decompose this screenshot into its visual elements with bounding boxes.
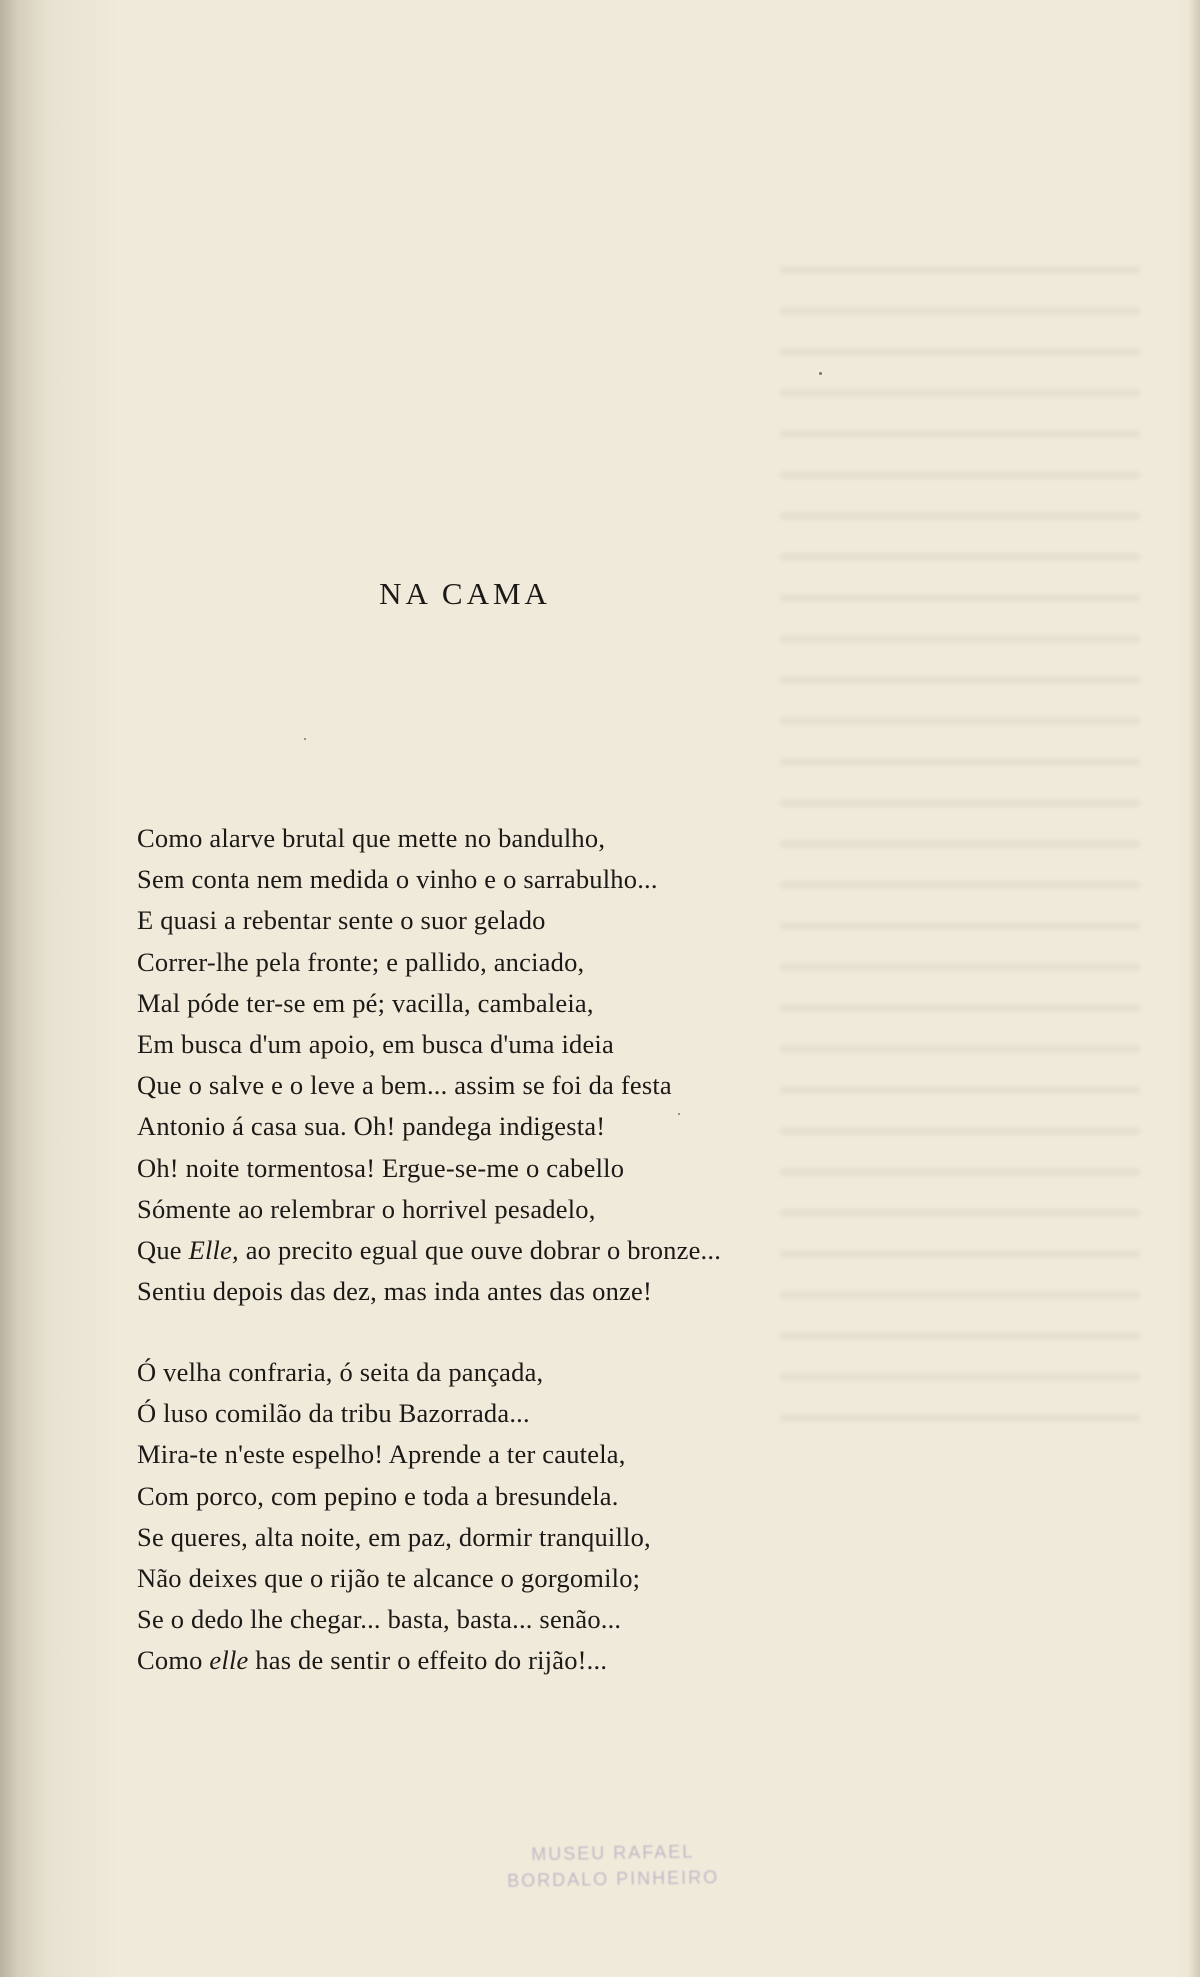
stanza-1 <box>137 818 721 1312</box>
verse-line: Sem conta nem medida o vinho e o sarrabulho... <box>137 864 658 895</box>
verse-line: Oh! noite tormentosa! Ergue-se-me o cabello <box>137 1152 625 1183</box>
paper-speck <box>819 372 822 375</box>
verse-line: Ó luso comilão da tribu Bazorrada... <box>137 1398 530 1429</box>
verse-line: Como alarve brutal que mette no bandulho, <box>137 823 606 853</box>
verse-line: Ó velha confraria, ó seita da pançada, <box>137 1357 544 1387</box>
paper-speck <box>304 738 306 740</box>
verse-italic-text: elle <box>209 1645 249 1676</box>
poem-title: NA CAMA <box>379 576 551 611</box>
verse-line: Não deixes que o rijão te alcance o gorgomilo; <box>137 1562 641 1593</box>
verse-line: Mira-te n'este espelho! Aprende a ter cautela, <box>137 1439 626 1470</box>
paper-speck <box>678 1113 680 1115</box>
verse-line: Se o dedo lhe chegar... basta, basta... senão... <box>137 1604 622 1635</box>
verse-text: Que <box>137 1234 189 1265</box>
verse-italic-text: Elle, <box>188 1234 239 1265</box>
verse-line: Antonio á casa sua. Oh! pandega indigesta! <box>137 1111 606 1142</box>
verse-line: Que o salve e o leve a bem... assim se foi da festa <box>137 1070 672 1101</box>
verse-line: Correr-lhe pela fronte; e pallido, anciado, <box>137 946 585 977</box>
museum-stamp <box>477 1838 748 1903</box>
verse-line <box>137 1640 651 1681</box>
stanza-2 <box>137 1352 651 1682</box>
stamp-text-line: BORDALO PINHEIRO <box>506 1867 720 1891</box>
verse-line: Com porco, com pepino e toda a bresundela. <box>137 1480 619 1511</box>
show-through-text <box>780 240 1140 1440</box>
verse-line <box>137 1230 721 1271</box>
verse-line: Se queres, alta noite, em paz, dormir tranquillo, <box>137 1521 651 1552</box>
verse-line: Mal póde ter-se em pé; vacilla, cambaleia, <box>137 987 594 1018</box>
verse-text: ao precito egual que ouve dobrar o bronze... <box>238 1234 722 1265</box>
verse-line: Sómente ao relembrar o horrivel pesadelo, <box>137 1193 596 1224</box>
verse-line: Sentiu depois das dez, mas inda antes das onze! <box>137 1276 652 1307</box>
verse-line: E quasi a rebentar sente o suor gelado <box>137 905 546 936</box>
stamp-text-line: MUSEU RAFAEL <box>531 1841 695 1865</box>
verse-line: Em busca d'um apoio, em busca d'uma ideia <box>137 1028 614 1059</box>
verse-text: has de sentir o effeito do rijão!... <box>248 1645 608 1676</box>
verse-text: Como <box>137 1645 210 1676</box>
